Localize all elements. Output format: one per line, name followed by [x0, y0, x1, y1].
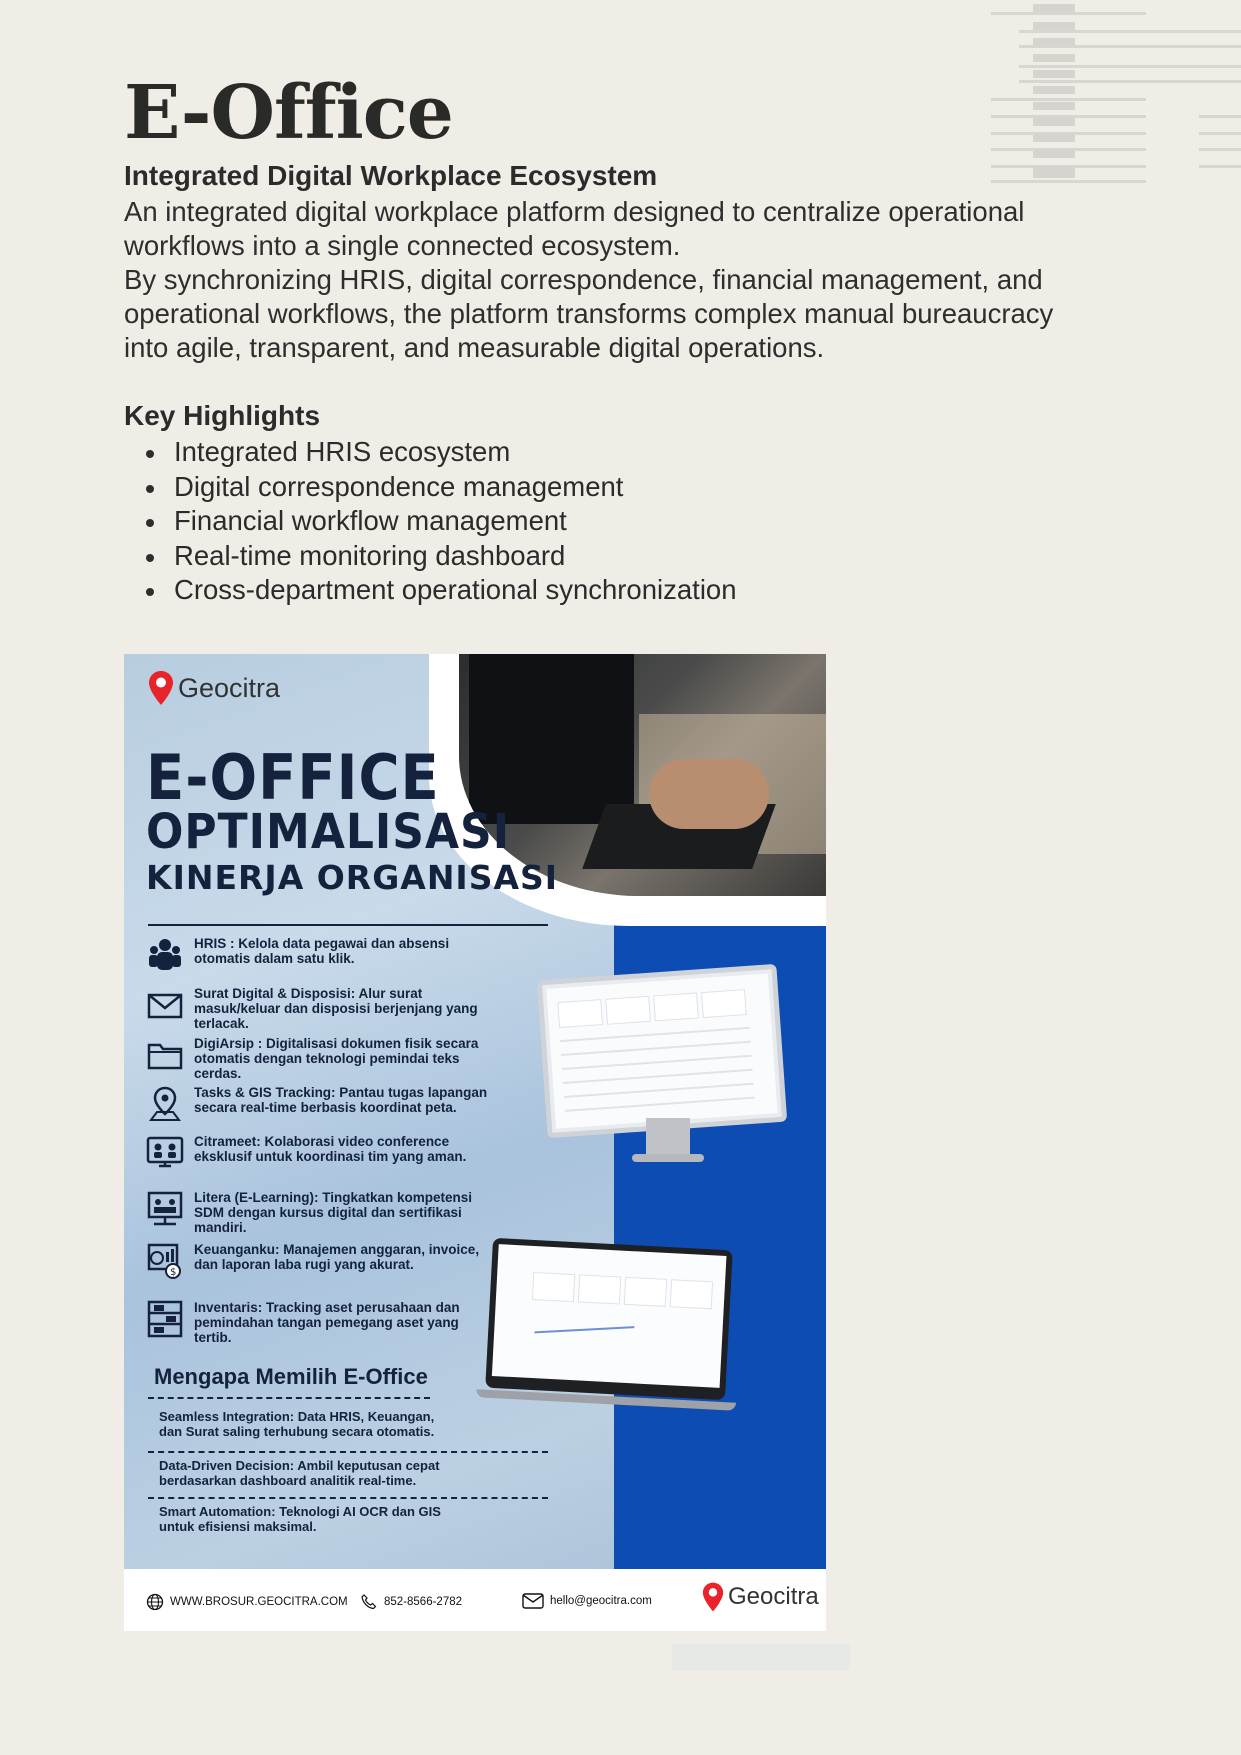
feature-item	[146, 936, 496, 974]
feature-item	[146, 1134, 496, 1172]
email-contact	[522, 1593, 652, 1609]
people-icon	[146, 936, 184, 974]
footer-logo	[702, 1581, 819, 1613]
envelope-icon	[146, 986, 184, 1024]
feature-text: Inventaris: Tracking aset perusahaan dan pemindahan tangan pemegang aset yang tertib.	[194, 1300, 460, 1345]
feature-item	[146, 1190, 496, 1235]
brochure-footer	[124, 1569, 826, 1631]
website-text: WWW.BROSUR.GEOCITRA.COM	[170, 1596, 348, 1608]
why-item: Seamless Integration: Data HRIS, Keuangan, dan Surat saling terhubung secara otomatis.	[159, 1409, 435, 1439]
why-heading: Mengapa Memilih E-Office	[154, 1364, 428, 1389]
phone-icon	[360, 1593, 378, 1611]
divider	[148, 924, 548, 926]
location-pin-icon	[148, 670, 174, 706]
feature-item	[146, 1085, 496, 1123]
feature-item	[146, 1300, 496, 1345]
svg-text:$: $	[170, 1267, 177, 1278]
globe-icon	[146, 1593, 164, 1611]
dashed-divider	[148, 1397, 430, 1399]
highlight-item: Cross-department operational synchronization	[124, 573, 737, 608]
highlight-item: Real-time monitoring dashboard	[124, 539, 737, 574]
page-title: E-Office	[124, 70, 453, 156]
feature-text: Tasks & GIS Tracking: Pantau tugas lapangan secara real-time berbasis koordinat peta.	[194, 1085, 488, 1115]
brochure-title: E-OFFICE	[146, 742, 440, 815]
brand-logo	[148, 670, 280, 706]
monitor-base	[632, 1154, 704, 1162]
key-highlights-list	[124, 435, 737, 608]
page-subtitle: Integrated Digital Workplace Ecosystem	[124, 160, 658, 191]
video-conference-icon	[146, 1134, 184, 1172]
feature-text: Citrameet: Kolaborasi video conference eksklusif untuk koordinasi tim yang aman.	[194, 1134, 467, 1164]
feature-item	[146, 1242, 496, 1280]
highlight-item: Integrated HRIS ecosystem	[124, 435, 737, 470]
description	[124, 195, 1084, 365]
phone-contact	[360, 1593, 462, 1611]
monitor-mockup	[537, 964, 787, 1138]
website-contact	[146, 1593, 348, 1611]
brand-name: Geocitra	[178, 672, 281, 703]
highlight-item: Digital correspondence management	[124, 470, 737, 505]
brochure-title-line2: OPTIMALISASI	[146, 804, 511, 861]
feature-text: Keuanganku: Manajemen anggaran, invoice, dan laporan laba rugi yang akurat.	[194, 1242, 480, 1272]
faint-block	[672, 1644, 850, 1670]
feature-text: Surat Digital & Disposisi: Alur surat masuk/keluar dan disposisi berjenjang yang terlacak.	[194, 986, 478, 1031]
brochure-image	[124, 654, 826, 1631]
description-paragraph: By synchronizing HRIS, digital correspondence, financial management, and operational workflows, the platform transforms complex manual bureaucracy into agile, transparent, and measurable digital operations.	[124, 264, 1054, 363]
why-item: Data-Driven Decision: Ambil keputusan cepat berdasarkan dashboard analitik real-time.	[159, 1458, 440, 1488]
map-pin-icon	[146, 1085, 184, 1123]
feature-item	[146, 1036, 496, 1081]
shelf-icon	[146, 1300, 184, 1338]
feature-text: Litera (E-Learning): Tingkatkan kompetensi SDM dengan kursus digital dan sertifikasi mandiri.	[194, 1190, 473, 1235]
monitor-stand	[646, 1118, 690, 1156]
finance-chart-icon	[146, 1242, 184, 1280]
feature-item	[146, 986, 496, 1031]
key-highlights-heading: Key Highlights	[124, 400, 321, 431]
highlight-item: Financial workflow management	[124, 504, 737, 539]
dashed-divider	[148, 1497, 548, 1499]
laptop-mockup	[485, 1238, 733, 1400]
dashed-divider	[148, 1451, 548, 1453]
phone-text: 852-8566-2782	[384, 1596, 463, 1608]
elearning-icon	[146, 1190, 184, 1228]
mail-icon	[522, 1593, 544, 1609]
footer-brand-name: Geocitra	[728, 1583, 819, 1610]
description-paragraph: An integrated digital workplace platform designed to centralize operational workflows into a single connected ecosystem.	[124, 196, 1025, 261]
brochure-title-line3: KINERJA ORGANISASI	[146, 858, 559, 897]
decorative-stripes	[981, 0, 1241, 210]
why-item: Smart Automation: Teknologi AI OCR dan GIS untuk efisiensi maksimal.	[159, 1504, 441, 1534]
folder-icon	[146, 1036, 184, 1074]
location-pin-icon	[702, 1581, 724, 1613]
feature-text: HRIS : Kelola data pegawai dan absensi otomatis dalam satu klik.	[194, 936, 450, 966]
feature-text: DigiArsip : Digitalisasi dokumen fisik secara otomatis dengan teknologi pemindai teks cerdas.	[194, 1036, 479, 1081]
email-text: hello@geocitra.com	[550, 1595, 652, 1607]
